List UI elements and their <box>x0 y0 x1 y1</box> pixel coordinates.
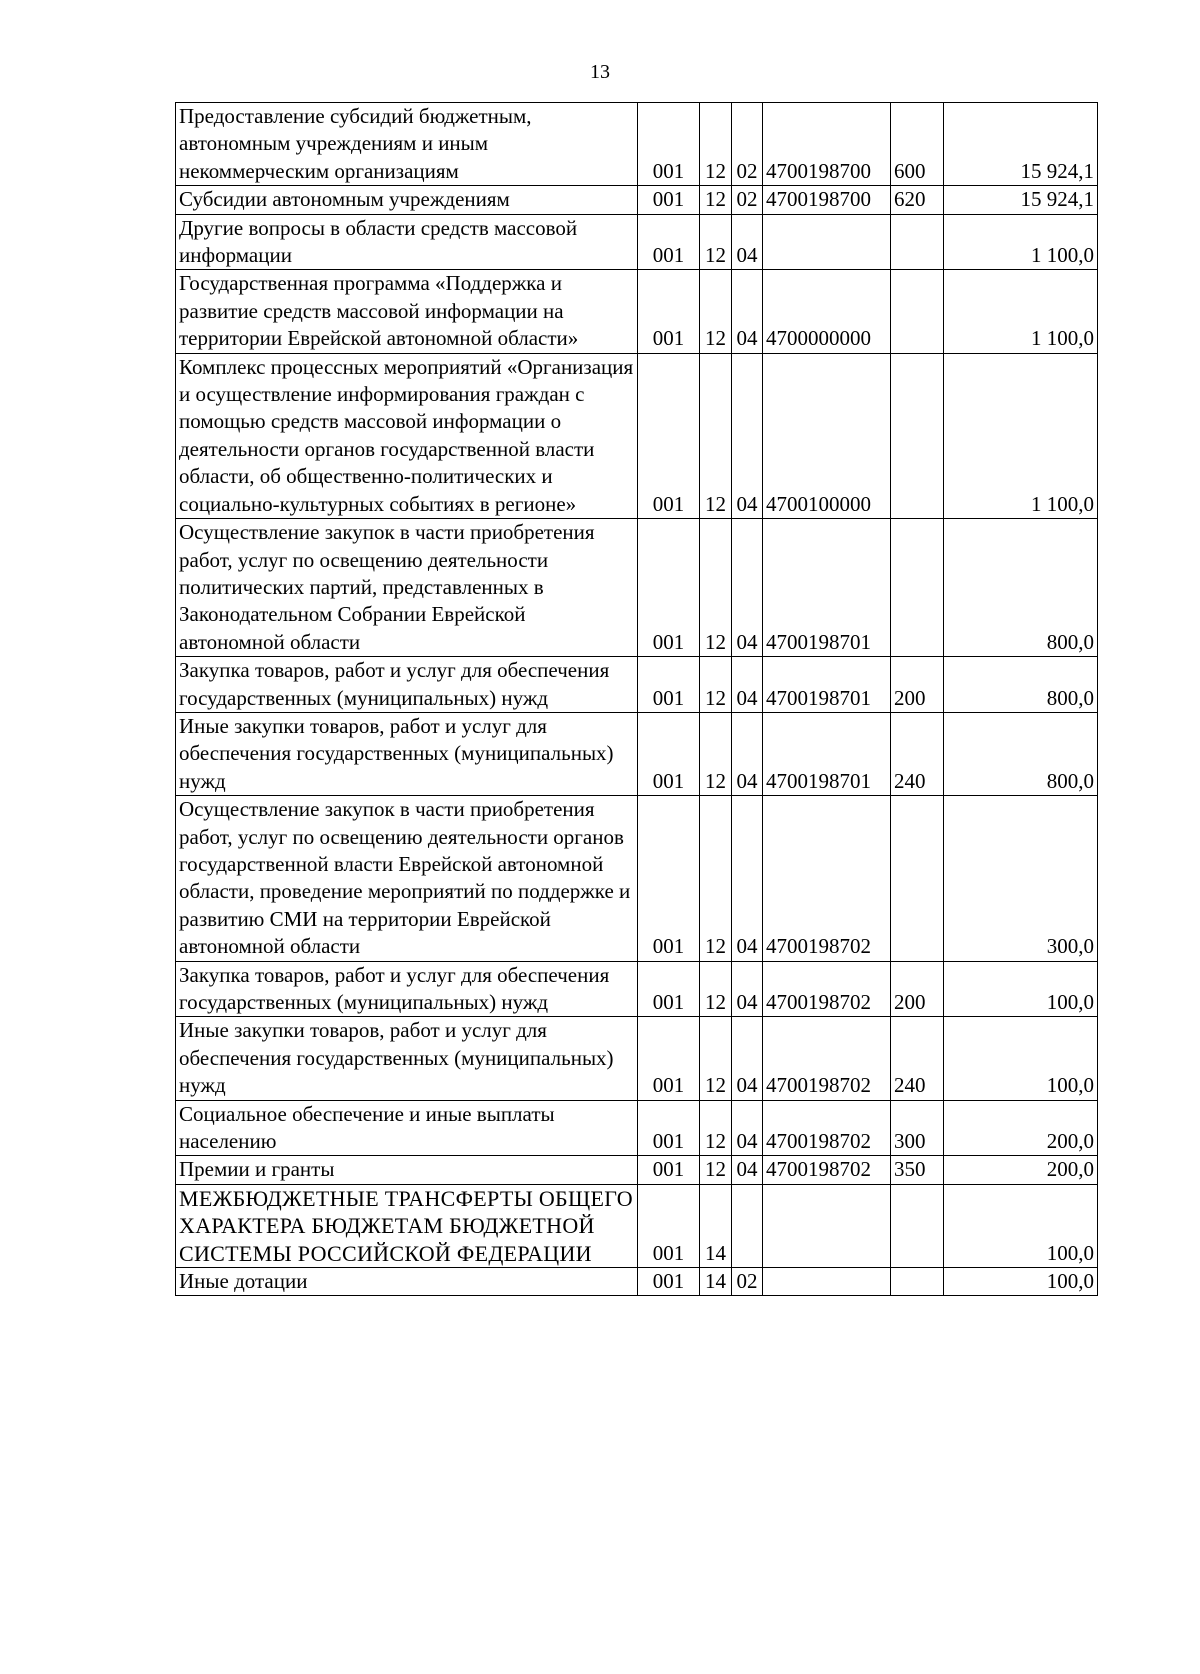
expense-type-code: 240 <box>891 1017 944 1100</box>
section-code: 12 <box>700 270 732 353</box>
subsection-code: 04 <box>732 1017 763 1100</box>
amount: 800,0 <box>944 519 1098 657</box>
section-code: 12 <box>700 961 732 1017</box>
target-article-code <box>763 214 891 270</box>
subsection-code: 04 <box>732 214 763 270</box>
expense-type-code <box>891 796 944 961</box>
org-code: 001 <box>638 214 700 270</box>
table-row <box>176 961 1098 1017</box>
target-article-code: 4700198701 <box>763 519 891 657</box>
amount: 100,0 <box>944 1268 1098 1296</box>
amount: 800,0 <box>944 712 1098 795</box>
amount: 100,0 <box>944 1184 1098 1267</box>
target-article-code: 4700198702 <box>763 1017 891 1100</box>
section-code: 12 <box>700 657 732 713</box>
org-code: 001 <box>638 1268 700 1296</box>
target-article-code <box>763 1184 891 1267</box>
row-name: Осуществление закупок в части приобретения работ, услуг по освещению деятельности политических партий, представленных в Законодательном Собрании Еврейской автономной области <box>176 519 638 657</box>
org-code: 001 <box>638 1100 700 1156</box>
expense-type-code <box>891 214 944 270</box>
section-code: 14 <box>700 1268 732 1296</box>
target-article-code: 4700198702 <box>763 796 891 961</box>
target-article-code: 4700198701 <box>763 657 891 713</box>
target-article-code <box>763 1268 891 1296</box>
org-code: 001 <box>638 1184 700 1267</box>
table-row <box>176 1100 1098 1156</box>
org-code: 001 <box>638 353 700 518</box>
org-code: 001 <box>638 1017 700 1100</box>
subsection-code: 04 <box>732 519 763 657</box>
subsection-code: 02 <box>732 103 763 186</box>
amount: 800,0 <box>944 657 1098 713</box>
amount: 15 924,1 <box>944 186 1098 214</box>
expense-type-code: 200 <box>891 657 944 713</box>
row-name: Субсидии автономным учреждениям <box>176 186 638 214</box>
amount: 100,0 <box>944 961 1098 1017</box>
row-name: Иные дотации <box>176 1268 638 1296</box>
section-code: 12 <box>700 186 732 214</box>
row-name: Государственная программа «Поддержка и развитие средств массовой информации на территории Еврейской автономной области» <box>176 270 638 353</box>
subsection-code: 04 <box>732 353 763 518</box>
subsection-code: 04 <box>732 1156 763 1184</box>
target-article-code: 4700198700 <box>763 186 891 214</box>
target-article-code: 4700198702 <box>763 961 891 1017</box>
row-name: Комплекс процессных мероприятий «Организация и осуществление информирования граждан с помощью средств массовой информации о деятельности органов государственной власти области, об общественно-политических и социально-культурных событиях в регионе» <box>176 353 638 518</box>
subsection-code: 02 <box>732 186 763 214</box>
section-code: 12 <box>700 519 732 657</box>
table-row <box>176 186 1098 214</box>
amount: 300,0 <box>944 796 1098 961</box>
table-row <box>176 1268 1098 1296</box>
amount: 1 100,0 <box>944 353 1098 518</box>
expense-type-code <box>891 270 944 353</box>
target-article-code: 4700198702 <box>763 1156 891 1184</box>
target-article-code: 4700100000 <box>763 353 891 518</box>
amount: 200,0 <box>944 1156 1098 1184</box>
table-row <box>176 519 1098 657</box>
expense-type-code <box>891 519 944 657</box>
expense-type-code: 350 <box>891 1156 944 1184</box>
org-code: 001 <box>638 186 700 214</box>
org-code: 001 <box>638 961 700 1017</box>
expense-type-code: 300 <box>891 1100 944 1156</box>
section-code: 12 <box>700 1156 732 1184</box>
row-name: Закупка товаров, работ и услуг для обеспечения государственных (муниципальных) нужд <box>176 961 638 1017</box>
row-name: МЕЖБЮДЖЕТНЫЕ ТРАНСФЕРТЫ ОБЩЕГО ХАРАКТЕРА БЮДЖЕТАМ БЮДЖЕТНОЙ СИСТЕМЫ РОССИЙСКОЙ ФЕДЕРАЦИИ <box>176 1184 638 1267</box>
section-code: 12 <box>700 1017 732 1100</box>
table-row <box>176 1017 1098 1100</box>
amount: 1 100,0 <box>944 214 1098 270</box>
amount: 200,0 <box>944 1100 1098 1156</box>
org-code: 001 <box>638 796 700 961</box>
org-code: 001 <box>638 103 700 186</box>
row-name: Премии и гранты <box>176 1156 638 1184</box>
org-code: 001 <box>638 270 700 353</box>
section-code: 12 <box>700 796 732 961</box>
table-row <box>176 214 1098 270</box>
table-row <box>176 1184 1098 1267</box>
subsection-code: 04 <box>732 270 763 353</box>
table-row <box>176 712 1098 795</box>
row-name: Иные закупки товаров, работ и услуг для обеспечения государственных (муниципальных) нужд <box>176 712 638 795</box>
row-name: Социальное обеспечение и иные выплаты населению <box>176 1100 638 1156</box>
target-article-code: 4700198700 <box>763 103 891 186</box>
subsection-code: 04 <box>732 1100 763 1156</box>
table-row <box>176 1156 1098 1184</box>
subsection-code: 02 <box>732 1268 763 1296</box>
amount: 15 924,1 <box>944 103 1098 186</box>
target-article-code: 4700198701 <box>763 712 891 795</box>
table-row <box>176 796 1098 961</box>
section-code: 12 <box>700 103 732 186</box>
table-row <box>176 270 1098 353</box>
section-code: 12 <box>700 353 732 518</box>
expense-type-code: 600 <box>891 103 944 186</box>
amount: 100,0 <box>944 1017 1098 1100</box>
row-name: Закупка товаров, работ и услуг для обеспечения государственных (муниципальных) нужд <box>176 657 638 713</box>
page-number: 13 <box>590 61 610 83</box>
row-name: Иные закупки товаров, работ и услуг для обеспечения государственных (муниципальных) нужд <box>176 1017 638 1100</box>
subsection-code: 04 <box>732 796 763 961</box>
section-code: 12 <box>700 214 732 270</box>
org-code: 001 <box>638 657 700 713</box>
target-article-code: 4700198702 <box>763 1100 891 1156</box>
subsection-code: 04 <box>732 961 763 1017</box>
expense-type-code: 240 <box>891 712 944 795</box>
expense-type-code <box>891 1268 944 1296</box>
org-code: 001 <box>638 1156 700 1184</box>
expense-type-code <box>891 1184 944 1267</box>
amount: 1 100,0 <box>944 270 1098 353</box>
row-name: Другие вопросы в области средств массовой информации <box>176 214 638 270</box>
org-code: 001 <box>638 519 700 657</box>
row-name: Предоставление субсидий бюджетным, автономным учреждениям и иным некоммерческим организациям <box>176 103 638 186</box>
row-name: Осуществление закупок в части приобретения работ, услуг по освещению деятельности органов государственной власти Еврейской автономной области, проведение мероприятий по поддержке и развитию СМИ на территории Еврейской автономной области <box>176 796 638 961</box>
subsection-code: 04 <box>732 657 763 713</box>
target-article-code: 4700000000 <box>763 270 891 353</box>
section-code: 12 <box>700 1100 732 1156</box>
table-row <box>176 657 1098 713</box>
expense-type-code: 620 <box>891 186 944 214</box>
expense-type-code: 200 <box>891 961 944 1017</box>
org-code: 001 <box>638 712 700 795</box>
expense-type-code <box>891 353 944 518</box>
subsection-code <box>732 1184 763 1267</box>
table-row <box>176 353 1098 518</box>
subsection-code: 04 <box>732 712 763 795</box>
section-code: 12 <box>700 712 732 795</box>
section-code: 14 <box>700 1184 732 1267</box>
table-row <box>176 103 1098 186</box>
budget-table <box>175 102 1098 1296</box>
